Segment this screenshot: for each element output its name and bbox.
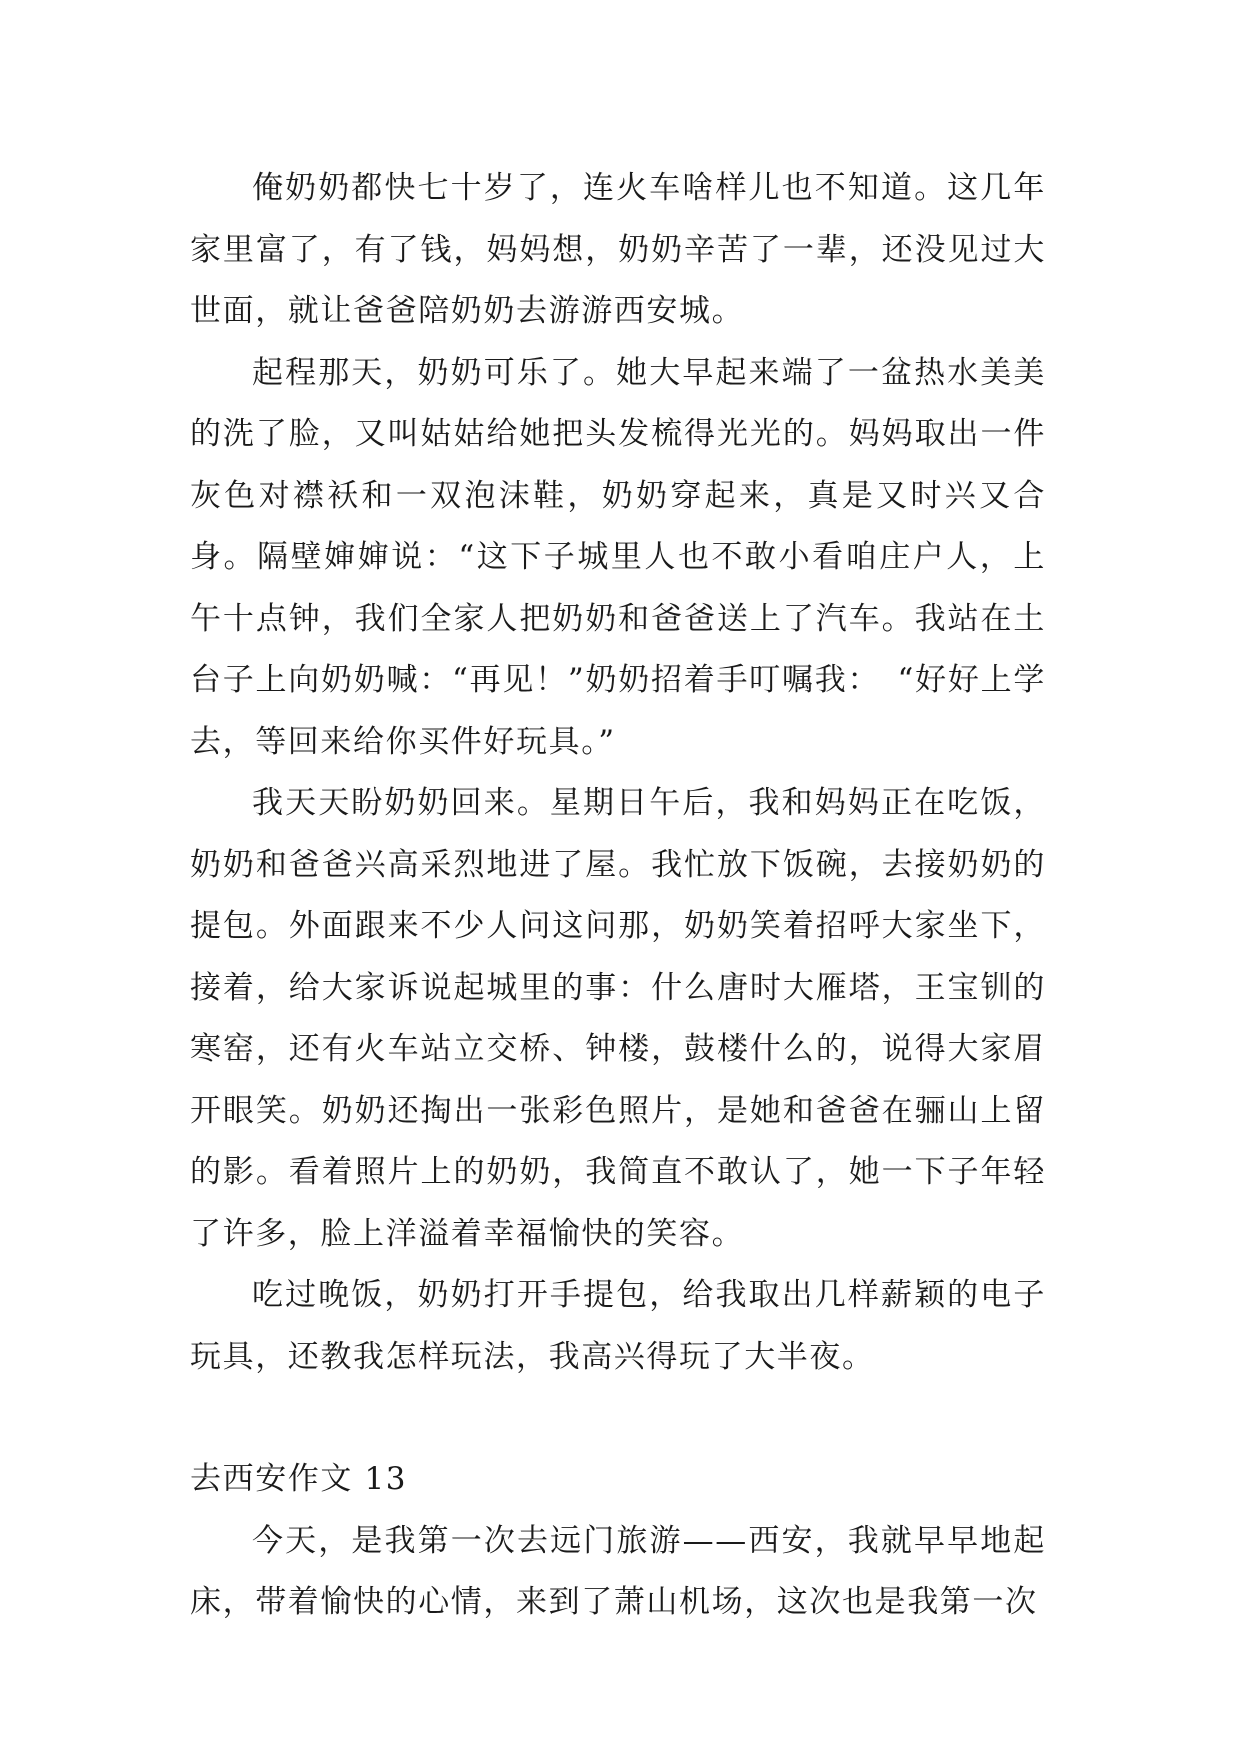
document-body bbox=[190, 158, 1046, 1634]
paragraph-departure-day: 起程那天，奶奶可乐了。她大早起来端了一盆热水美美的洗了脸，又叫姑姑给她把头发梳得光光的。妈妈取出一件灰色对襟袄和一双泡沫鞋，奶奶穿起来，真是又时兴又合身。隔壁婶婶说：“这下子城里人也不敢小看咱庄户人，上午十点钟，我们全家人把奶奶和爸爸送上了汽车。我站在土台子上向奶奶喊：“再见！”奶奶招着手叮嘱我： “好好上学去，等回来给你买件好玩具。” bbox=[190, 354, 1046, 760]
paragraph-grandma-returns: 我天天盼奶奶回来。星期日午后，我和妈妈正在吃饭，奶奶和爸爸兴高采烈地进了屋。我忙放下饭碗，去接奶奶的提包。外面跟来不少人问这问那，奶奶笑着招呼大家坐下，接着，给大家诉说起城里的事：什么唐时大雁塔，王宝钏的寒窑，还有火车站立交桥、钟楼，鼓楼什么的，说得大家眉开眼笑。奶奶还掏出一张彩色照片，是她和爸爸在骊山上留的影。看着照片上的奶奶，我简直不敢认了，她一下子年轻了许多，脸上洋溢着幸福愉快的笑容。 bbox=[190, 785, 1046, 1252]
section-title: 去西安作文 13 bbox=[190, 1461, 408, 1497]
paragraph-after-dinner: 吃过晚饭，奶奶打开手提包，给我取出几样薪颖的电子玩具，还教我怎样玩法，我高兴得玩了大半夜。 bbox=[190, 1277, 1046, 1375]
paragraph-first-trip: 今天，是我第一次去远门旅游——西安，我就早早地起床，带着愉快的心情，来到了萧山机场，这次也是我第一次 bbox=[190, 1522, 1046, 1620]
paragraph-grandma-intro: 俺奶奶都快七十岁了，连火车啥样儿也不知道。这几年家里富了，有了钱，妈妈想，奶奶辛苦了一辈，还没见过大世面，就让爸爸陪奶奶去游游西安城。 bbox=[190, 170, 1046, 329]
